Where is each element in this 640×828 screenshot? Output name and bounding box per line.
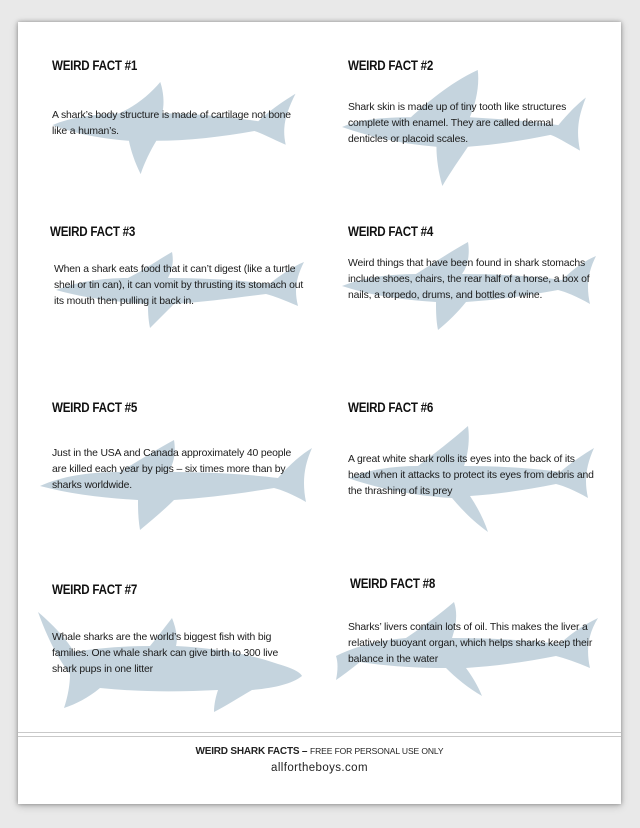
fact-6-text: A great white shark rolls its eyes into the back of its head when it attacks to protect its eyes from debris and the thrashing of its prey [348,454,594,497]
fact-1-title: WEIRD FACT #1 [52,58,138,73]
fact-4-text: Weird things that have been found in shark stomachs include shoes, chairs, the rear half of a horse, a box of nails, a torpedo, drums, and bottles of wine. [348,258,590,301]
fact-4-title: WEIRD FACT #4 [348,224,434,239]
fact-1-text: A shark’s body structure is made of cartilage not bone like a human’s. [52,110,291,137]
footer-divider-top [18,732,621,733]
fact-3-title: WEIRD FACT #3 [50,224,136,239]
footer-license-note: FREE FOR PERSONAL USE ONLY [310,746,444,756]
printable-page [18,22,621,804]
footer-divider-bottom [18,736,621,737]
footer-website: allfortheboys.com [271,762,368,774]
fact-2-text: Shark skin is made up of tiny tooth like structures complete with enamel. They are called dermal denticles or placoid scales. [348,102,567,145]
footer-title: WEIRD SHARK FACTS – [195,746,308,757]
fact-8-text: Sharks’ livers contain lots of oil. This makes the liver a relatively buoyant organ, which helps sharks keep their balance in the water [348,622,593,665]
fact-5-title: WEIRD FACT #5 [52,400,138,415]
fact-6-title: WEIRD FACT #6 [348,400,434,415]
fact-2-title: WEIRD FACT #2 [348,58,434,73]
fact-7-text: Whale sharks are the world’s biggest fish with big families. One whale shark can give birth to 300 live shark pups in one litter [52,632,279,675]
fact-7-title: WEIRD FACT #7 [52,582,138,597]
fact-5-text: Just in the USA and Canada approximately 40 people are killed each year by pigs – six times more than by sharks worldwide. [52,448,292,491]
footer-notice [18,746,621,757]
fact-8-title: WEIRD FACT #8 [350,576,436,591]
fact-3-text: When a shark eats food that it can’t digest (like a turtle shell or tin can), it can vomit by thrusting its stomach out its mouth then pulling it back in. [54,264,304,307]
